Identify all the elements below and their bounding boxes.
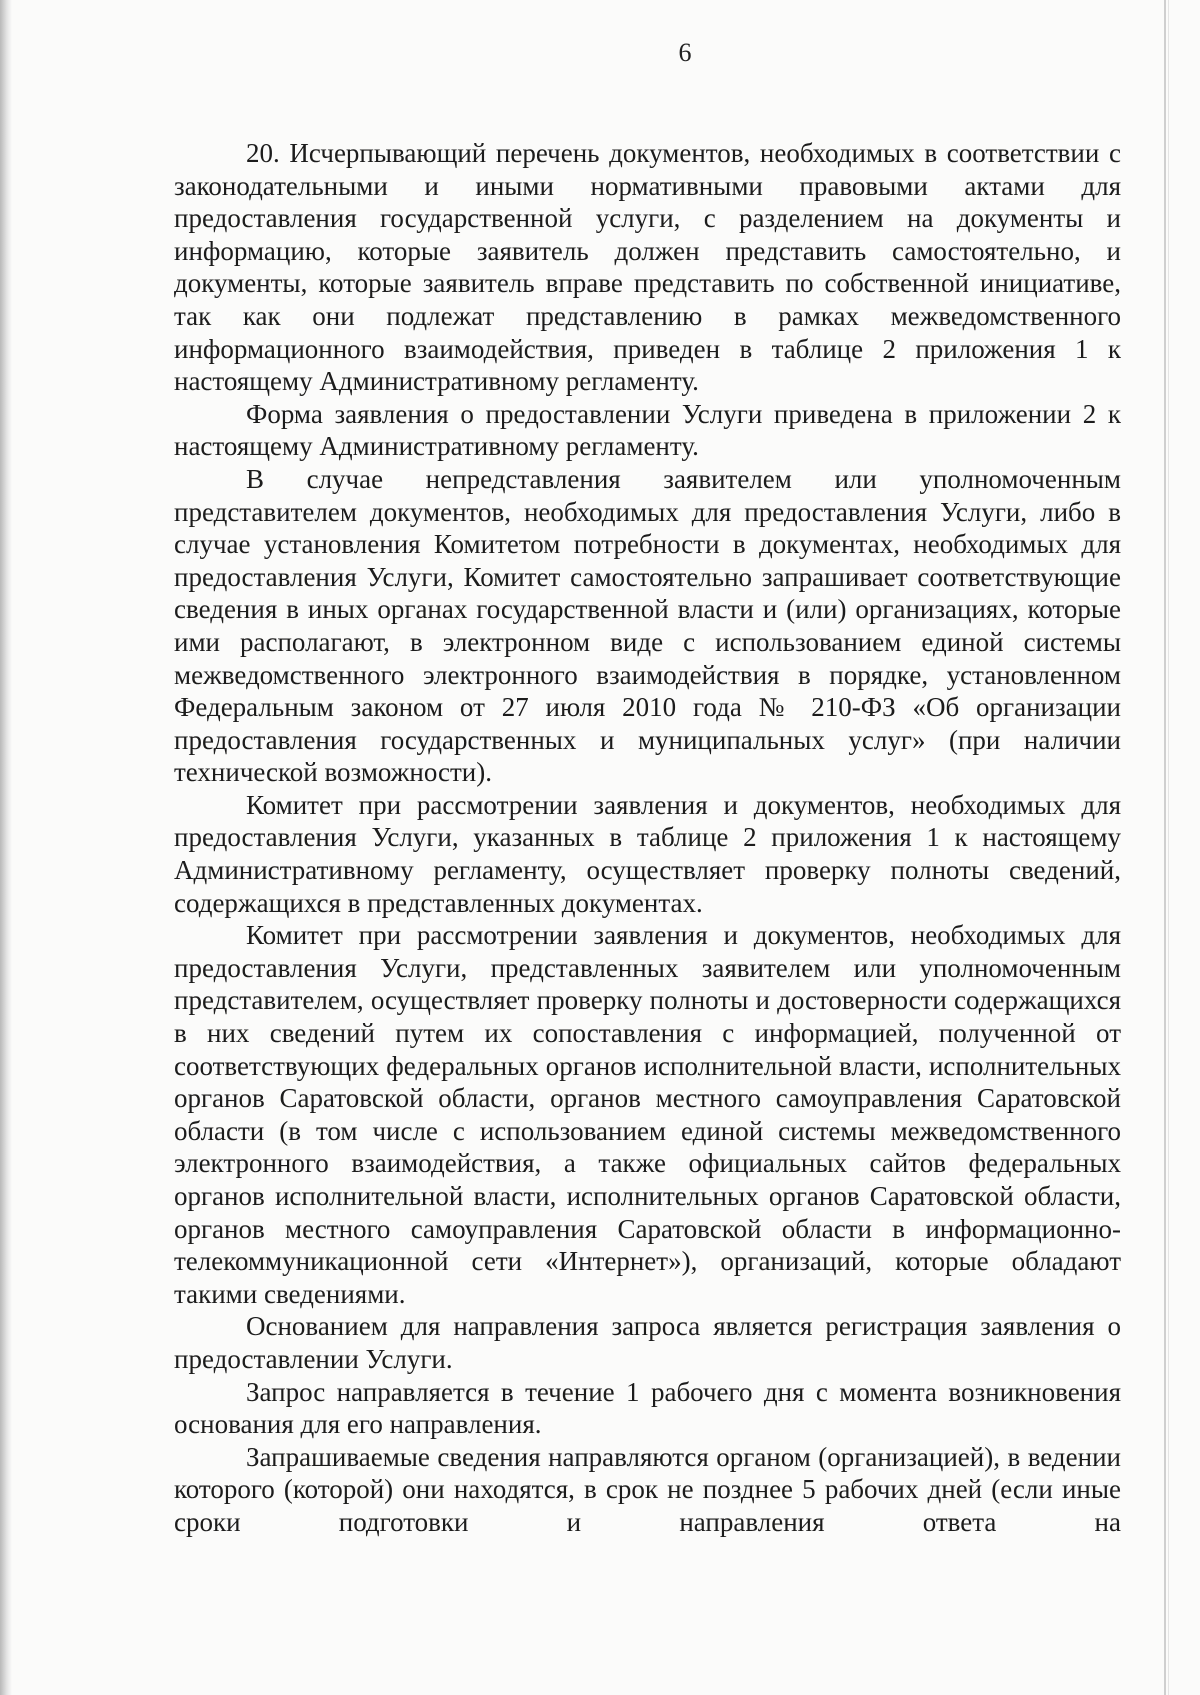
- page-number: 6: [678, 38, 692, 67]
- paragraph-application-form: Форма заявления о предоставлении Услуги приведена в приложении 2 к настоящему Административному регламенту.: [174, 398, 1121, 462]
- paragraph-request-deadline: Запрос направляется в течение 1 рабочего дня с момента возникновения основания для его направления.: [174, 1376, 1121, 1440]
- paragraph-response-deadline: Запрашиваемые сведения направляются органом (организацией), в ведении которого (которой) они находятся, в срок не позднее 5 рабочих дней (если иные сроки подготовки и направления ответа на: [174, 1441, 1121, 1537]
- page-right-edge-line-secondary: [1168, 0, 1169, 1695]
- paragraph-interagency-request: В случае непредставления заявителем или уполномоченным представителем документов, необходимых для предоставления Услуги, либо в случае установления Комитетом потребности в документах, необходимых для предоставления Услуги, Комитет самостоятельно запрашивает соответствующие сведения в иных органах государственной власти и (или) организациях, которые ими располагают, в электронном виде с использованием единой системы межведомственного электронного взаимодействия в порядке, установленном Федеральным законом от 27 июля 2010 года № 210-ФЗ «Об организации предоставления государственных и муниципальных услуг» (при наличии технической возможности).: [174, 463, 1121, 788]
- page-right-edge-line: [1164, 0, 1166, 1695]
- page-edge-shadow: [0, 0, 12, 1695]
- document-body: [174, 137, 1121, 1539]
- paragraph-completeness-check: Комитет при рассмотрении заявления и документов, необходимых для предоставления Услуги, указанных в таблице 2 приложения 1 к настоящему Административному регламенту, осуществляет проверку полноты сведений, содержащихся в представленных документах.: [174, 789, 1121, 918]
- paragraph-request-basis: Основанием для направления запроса является регистрация заявления о предоставлении Услуги.: [174, 1311, 1121, 1374]
- paragraph-reliability-check: Комитет при рассмотрении заявления и документов, необходимых для предоставления Услуги, представленных заявителем или уполномоченным представителем, осуществляет проверку полноты и достоверности содержащихся в них сведений путем их сопоставления с информацией, полученной от соответствующих федеральных органов исполнительной власти, исполнительных органов Саратовской области, органов местного самоуправления Саратовской области (в том числе с использованием единой системы межведомственного электронного взаимодействия, а также официальных сайтов федеральных органов исполнительной власти, исполнительных органов Саратовской области, органов местного самоуправления Саратовской области в информационно-телекоммуникационной сети «Интернет»), организаций, которые обладают такими сведениями.: [174, 920, 1121, 1309]
- paragraph-item-20: 20. Исчерпывающий перечень документов, необходимых в соответствии с законодательными и иными нормативными правовыми актами для предоставления государственной услуги, с разделением на документы и информацию, которые заявитель должен представить самостоятельно, и документы, которые заявитель вправе представить по собственной инициативе, так как они подлежат представлению в рамках межведомственного информационного взаимодействия, приведен в таблице 2 приложения 1 к настоящему Административному регламенту.: [174, 138, 1121, 397]
